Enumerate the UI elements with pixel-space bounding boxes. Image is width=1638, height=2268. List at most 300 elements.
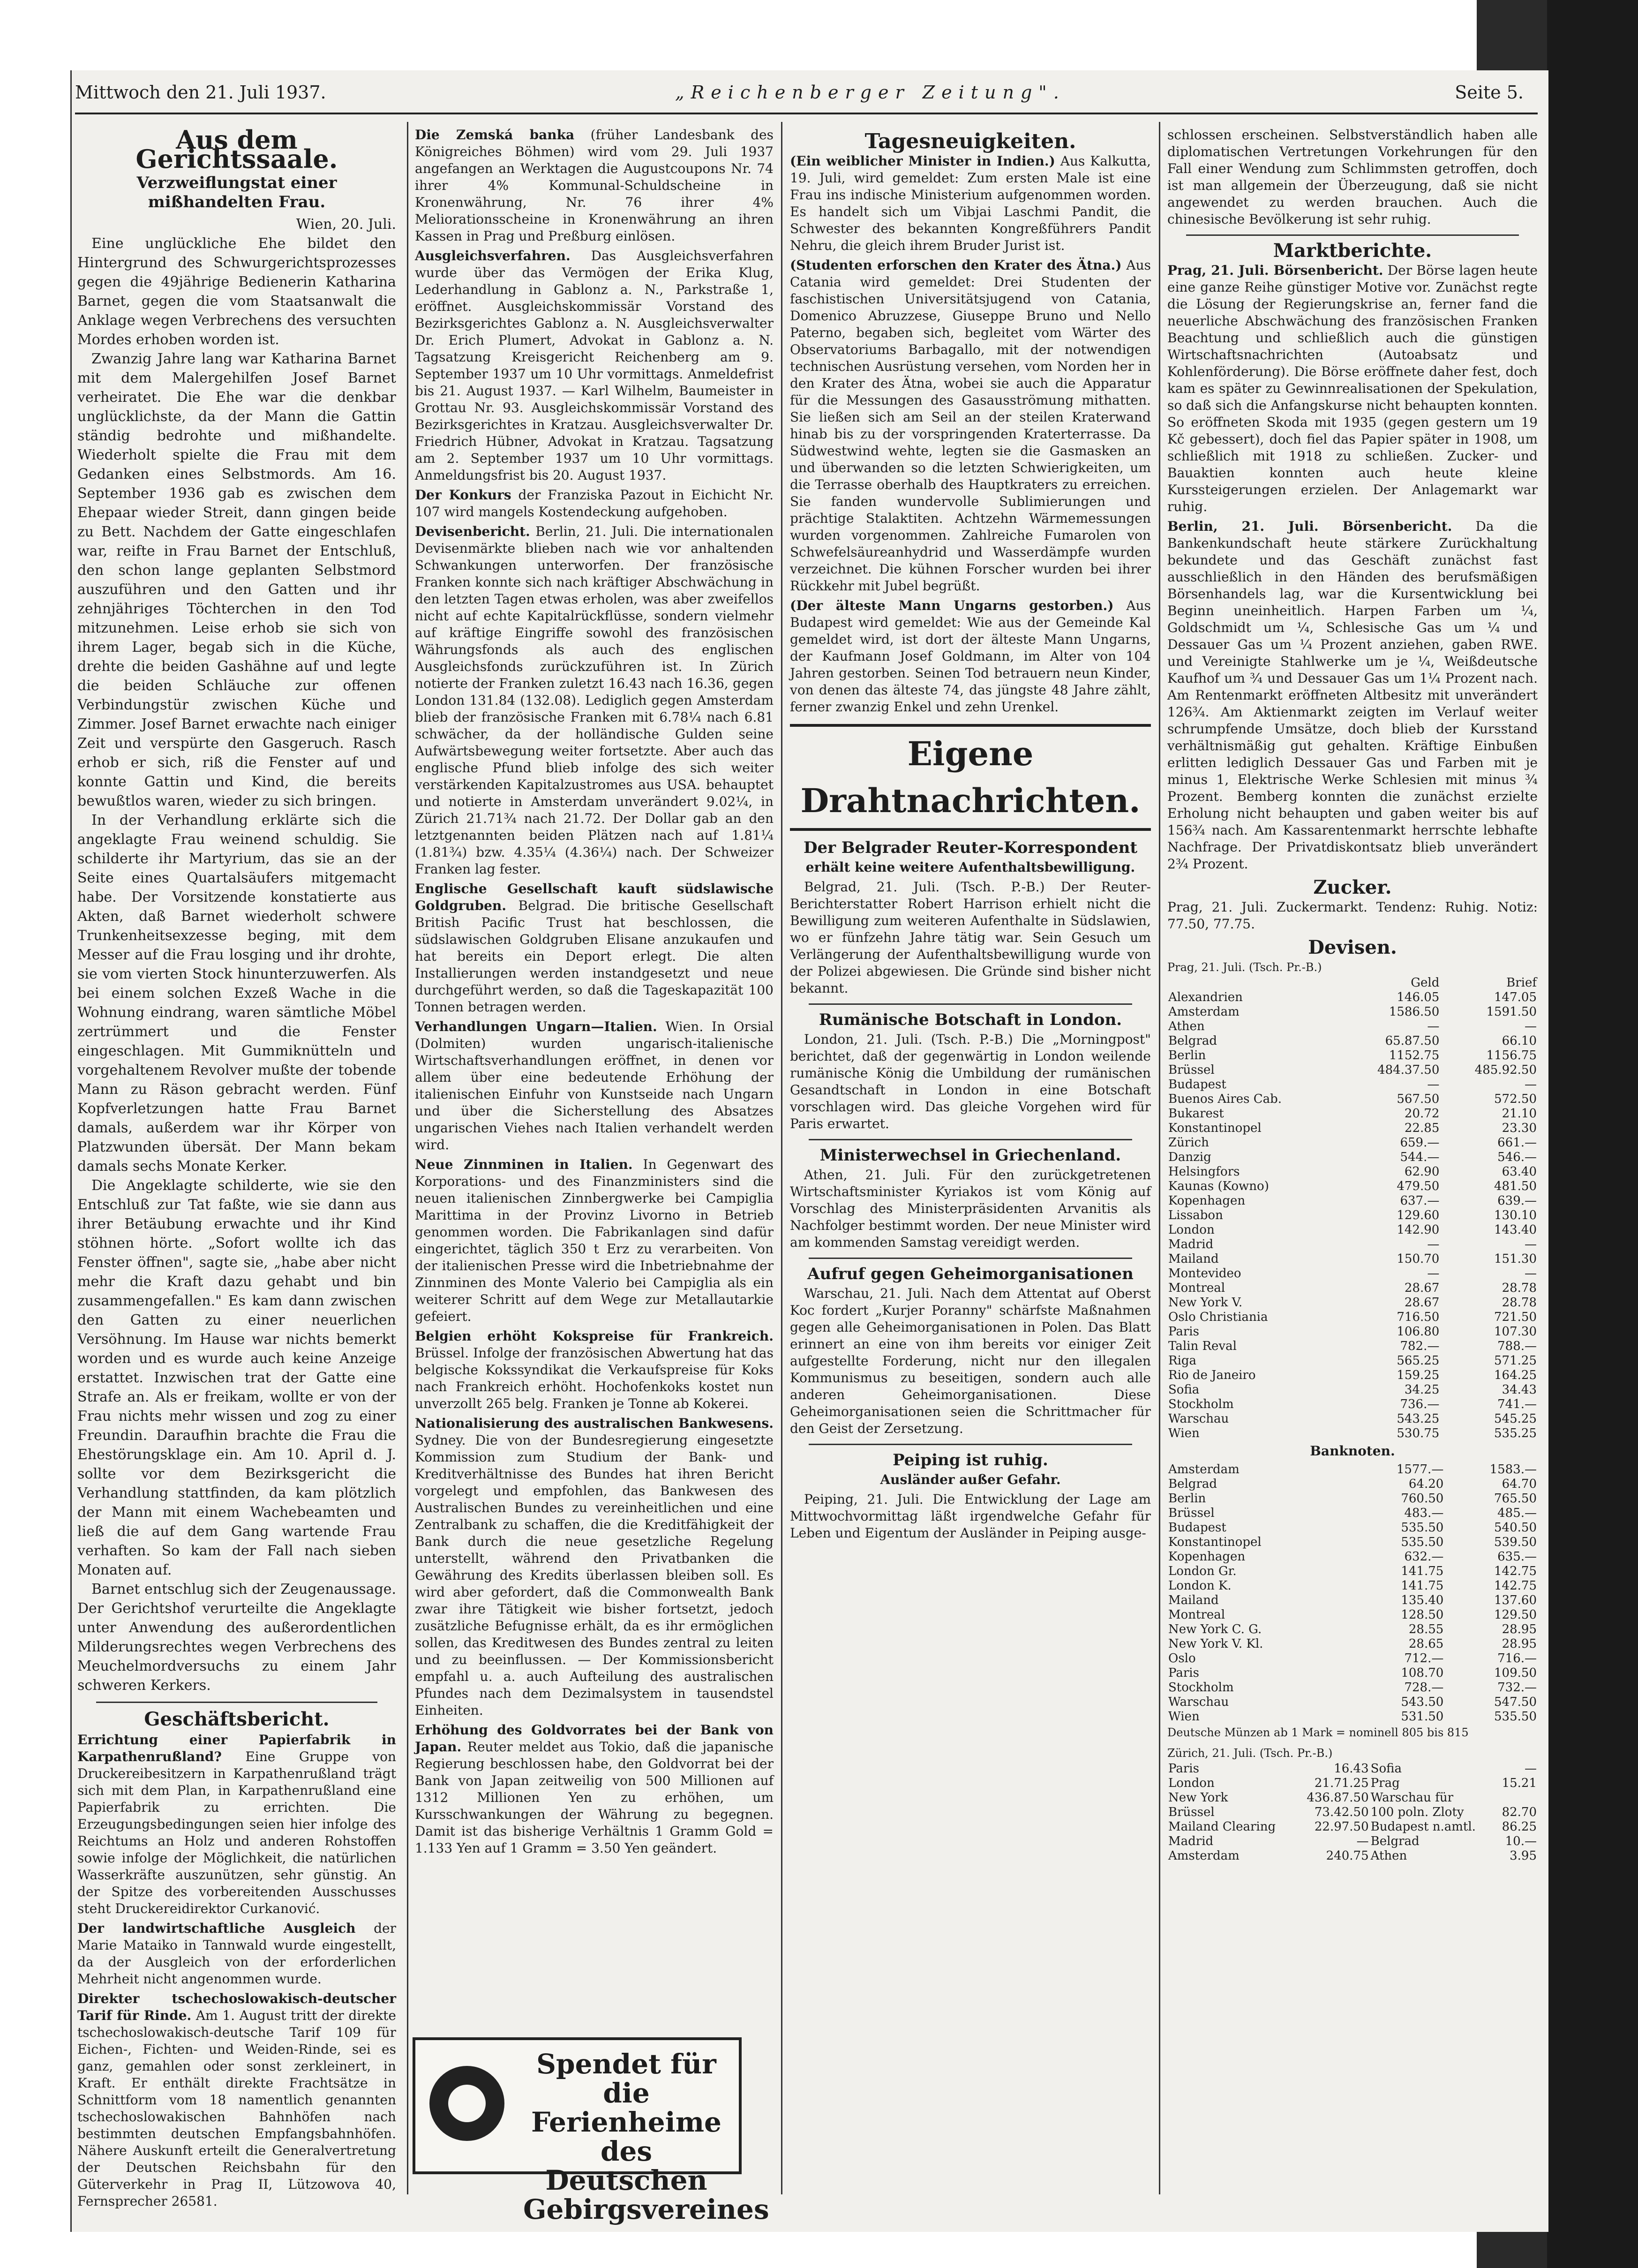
table-cell: 545.25 <box>1494 1412 1537 1426</box>
table-cell: 544.— <box>1400 1150 1440 1164</box>
table-row <box>1167 1462 1538 1477</box>
table-cell: 143.40 <box>1494 1223 1537 1237</box>
table-cell: 100 poln. Zloty <box>1370 1805 1464 1819</box>
table-cell: — <box>1356 1834 1369 1848</box>
item-text: Berlin, 21. Juli. Die internationalen Devisenmärkte blieben nach wie vor anhaltenden Schwankungen unterworfen. Der französische Franken konnte sich nach kräftiger Abschwächung in den letzten Tagen etwas erholen, was aber zweifellos nicht auf echte Kapitalrückflüsse, sondern vielmehr auf kräftige Eingriffe sowohl des französischen Währungsfonds als auch des englischen Ausgleichsfonds zurückzuführen ist. In Zürich notierte der Franken zuletzt 16.43 nach 16.36, gegen London 131.84 (132.08). Lediglich gegen Amsterdam blieb der französische Franken mit 6.78¼ nach 6.81 schwächer, da der holländische Gulden seine Aufwärtsbewegung weiter fortsetzte. Aber auch das englische Pfund blieb infolge des sich weiter verstärkenden Kapitalzustromes aus USA. behauptet und notierte in Amsterdam unverändert 9.02¼, in Zürich 21.71¾ nach 21.72. Der Dollar gab an den letztgenannten beiden Plätzen nach auf 1.81¼ (1.81¾) bzw. 4.35¼ (4.36¼) nach. Der Schweizer Franken lag fester. <box>415 524 774 877</box>
table-row <box>1167 1194 1538 1208</box>
table-cell: Rio de Janeiro <box>1168 1368 1256 1382</box>
table-cell: 543.50 <box>1401 1695 1444 1709</box>
table-row <box>1167 1651 1538 1666</box>
table-cell: Athen <box>1370 1849 1407 1863</box>
table-cell: 10.— <box>1505 1834 1537 1848</box>
table-cell: Kaunas (Kowno) <box>1168 1179 1269 1193</box>
table-cell: Belgrad <box>1168 1034 1217 1048</box>
item-text: Brüssel. Infolge der französischen Abwertung hat das belgische Kokssyndikat die Verkaufspreise für Koks nach Frankreich erhöht. Hochofenkoks kostet nun unverzollt 265 belg. Franken je Tonne ab Kokerei. <box>415 1345 774 1411</box>
table-cell: 436.87.50 <box>1307 1791 1369 1805</box>
table-cell: Mailand Clearing <box>1168 1820 1276 1834</box>
article-subtitle: Verzweiflungstat einer mißhandelten Frau. <box>136 173 337 211</box>
column-4 <box>1167 127 1538 1863</box>
table-row <box>1167 1368 1538 1383</box>
news-item <box>415 1018 774 1153</box>
table-row <box>1167 1019 1538 1034</box>
table-cell: Mailand <box>1168 1593 1219 1607</box>
table-cell: Zürich <box>1168 1136 1209 1150</box>
table-cell: — <box>1427 1077 1440 1092</box>
table-row <box>1167 1710 1538 1724</box>
article-text: London, 21. Juli. (Tsch. P.-B.) Die „Morningpost" berichtet, daß der gegenwärtig in London weilende rumänische König die Umbildung der rumänischen Gesandtschaft in London in eine Botschaft vorschlagen wird. Das gleiche Vorgehen wird für Paris erwartet. <box>790 1032 1151 1131</box>
table-cell: 485.— <box>1497 1506 1537 1520</box>
table-cell: 716.50 <box>1397 1310 1440 1324</box>
table-cell: Paris <box>1168 1762 1199 1776</box>
item-text: Eine Gruppe von Druckereibesitzern in Karpathenrußland trägt sich mit dem Plan, in Karpathenrußland eine Papierfabrik zu errichten. Die Erzeugungsbedingungen seien hier infolge des Reichtums an Holz und anderen Rohstoffen sowie infolge der Möglichkeit, die natürlichen Wasserkräfte auszunützen, sehr günstig. An der Spitze des vorbereitenden Ausschusses steht Druckereidirektor Curkanović. <box>77 1749 396 1916</box>
table-row <box>1167 1535 1538 1550</box>
table-cell: 540.50 <box>1494 1521 1537 1535</box>
news-item <box>415 248 774 484</box>
item-text: Aus Catania wird gemeldet: Drei Studenten der faschistischen Universitätsjugend von Catania, Domenico Abruzzese, Giuseppe Bruno und Nello Paterno, begaben sich, begleitet vom Wärter des Observatoriums Barbagallo, mit der notwendigen technischen Ausrüstung versehen, vom Norden her in den Krater des Ätna, wobei sie auch die Apparatur für die Messungen des Gasausströmung mithatten. Sie ließen sich am Seil an der steilen Kraterwand hinab bis zu der vorspringenden Kraterterrasse. Da Südwestwind wehte, legten sie die Gasmasken an und überwanden so die letzten Schwierigkeiten, um die Terrasse oberhalb des Hauptkraters zu erreichen. Sie fanden wundervolle Sublimierungen und prächtige Stalaktiten. Achtzehn Wärmemessungen wurden vorgenommen. Zahlreiche Fumarolen von Schwefelsäureanhydrid und Wasserdämpfe wurden verzeichnet. Die kühnen Forscher wurden bei ihrer Rückkehr mit Jubel begrüßt. <box>790 257 1151 594</box>
section-title: Geschäftsbericht. <box>144 1708 330 1730</box>
table-cell: 565.25 <box>1397 1354 1440 1368</box>
item-text: Da die Bankenkundschaft heute stärkere Zurückhaltung bekundete und das Geschäft zunächst fast ausschließlich in den Händen des berufsmäßigen Börsenhandels lag, war die Kursentwicklung bei Beginn uneinheitlich. Harpen Farben um ¼, Goldschmidt um ¼, Schlesische Gas um ¼ und Dessauer Gas um ¼ Prozent anziehen, gaben RWE. und Vereinigte Stahlwerke um je ¼, Weißdeutsche Kaufhof um ¾ und Dessauer Gas um 1¼ Prozent nach. Am Rentenmarkt eröffneten Altbesitz mit unverändert 126¾. Am Aktienmarkt zeigten im Verlauf weiter schrumpfende Umsätze, doch blieb der Kursstand verhältnismäßig gut gehalten. Kräftige Einbußen erlitten lediglich Dessauer Gas und Farben mit je minus 1, Elektrische Werke Schlesien mit minus ¾ Prozent. Bemberg konnten die zunächst erzielte Erholung nicht behaupten und gaben weiter bis auf 156¾ nach. Am Kassarentenmarkt herrschte lebhafte Nachfrage. Der Privatdiskontsatz blieb unverändert 2¾ Prozent. <box>1167 519 1538 872</box>
association-emblem-icon <box>429 2066 504 2141</box>
table-cell: 28.95 <box>1502 1622 1537 1636</box>
header-page-number: Seite 5. <box>1455 82 1524 103</box>
table-cell: 539.50 <box>1494 1535 1537 1549</box>
table-cell: 547.50 <box>1494 1695 1537 1709</box>
table-cell: — <box>1525 1019 1537 1033</box>
item-text: der Marie Mataiko in Tannwald wurde eingestellt, da der Ausgleich von der erforderlichen Mehrheit nicht angenommen wurde. <box>77 1921 396 1987</box>
table-cell: Kopenhagen <box>1168 1194 1246 1208</box>
table-cell: 22.97.50 <box>1314 1820 1369 1834</box>
table-cell: 635.— <box>1497 1550 1537 1564</box>
table-cell: 782.— <box>1400 1339 1440 1353</box>
table-cell: Budapest <box>1168 1521 1226 1535</box>
item-head: Englische Gesellschaft kauft südslawische Goldgruben. <box>415 881 774 913</box>
table-row <box>1167 1579 1538 1593</box>
table-cell: 1152.75 <box>1389 1048 1440 1062</box>
table-cell: 765.50 <box>1494 1492 1537 1506</box>
table-cell: 728.— <box>1404 1680 1444 1695</box>
item-text: der Franziska Pazout in Eichicht Nr. 107 wird mangels Kostendeckung aufgehoben. <box>415 487 774 520</box>
divider <box>809 1258 1132 1259</box>
table-cell: 129.50 <box>1494 1608 1537 1622</box>
table-cell: London <box>1168 1776 1215 1790</box>
column-2 <box>415 127 774 1860</box>
market-report <box>1167 518 1538 873</box>
table-cell: — <box>1427 1237 1440 1251</box>
table-cell: 716.— <box>1497 1651 1537 1665</box>
table-row <box>1167 1208 1538 1223</box>
table-row <box>1167 1325 1538 1339</box>
table-cell: Wien <box>1168 1710 1200 1724</box>
news-item <box>415 881 774 1016</box>
item-head: Verhandlungen Ungarn—Italien. <box>415 1019 657 1034</box>
table-cell: Paris <box>1168 1325 1199 1339</box>
table-cell: Warschau für <box>1370 1791 1453 1805</box>
table-cell: Helsingfors <box>1168 1165 1240 1179</box>
table-cell: 141.75 <box>1401 1579 1444 1593</box>
table-cell: Brüssel <box>1168 1805 1215 1819</box>
table-cell: 572.50 <box>1494 1092 1537 1106</box>
item-head: Berlin, 21. Juli. Börsenbericht. <box>1167 519 1452 534</box>
item-text: In Gegenwart des Korporations- und des Finanzministers sind die neuen italienischen Zinnbergwerke bei Campiglia Marittima in der Provinz Livorno in Betrieb genommen worden. Die Fabrikanlagen sind dafür eingerichtet, täglich 350 t Erz zu verarbeiten. Von der italienischen Presse wird die Inbetriebnahme der Zinnminen des Monte Valerio bei Campiglia als ein weiterer Schritt auf dem Wege zur Metallautarkie gefeiert. <box>415 1157 774 1324</box>
table-cell: — <box>1427 1266 1440 1281</box>
table-cell: 483.— <box>1404 1506 1444 1520</box>
table-cell: Brüssel <box>1168 1506 1215 1520</box>
table-cell: Amsterdam <box>1168 1462 1240 1477</box>
table-cell: London Gr. <box>1168 1564 1237 1578</box>
table-cell: 721.50 <box>1494 1310 1537 1324</box>
item-head: Belgien erhöht Kokspreise für Frankreich. <box>415 1328 774 1344</box>
table-row <box>1167 1383 1538 1397</box>
table-cell: 28.65 <box>1408 1637 1444 1651</box>
table-cell: 240.75 <box>1326 1849 1369 1863</box>
table-cell: 151.30 <box>1494 1252 1537 1266</box>
table-cell: 86.25 <box>1502 1820 1537 1834</box>
item-text: Reuter meldet aus Tokio, daß die japanische Regierung beschlossen habe, den Goldvorrat bei der Bank von Japan zeitweilig von 500 Millionen auf 1312 Millionen Yen zu erhöhen, um Kursschwankungen der Währung zu begegnen. Damit ist das bisherige Verhältnis 1 Gramm Gold = 1.133 Yen auf 1 Gramm = 3.50 Yen geändert. <box>415 1739 774 1856</box>
item-text: Belgrad. Die britische Gesellschaft British Pacific Trust hat beschlossen, die südslawischen Goldgruben Elisane anzukaufen und hat bereits ein Deport erlegt. Die alten Installierungen werden instandgesetzt und neue durchgeführt werden, so daß die Tageskapazität 100 Tonnen betragen werden. <box>415 898 774 1015</box>
table-row <box>1167 1107 1538 1121</box>
table-cell: 34.43 <box>1502 1383 1537 1397</box>
article-text: Warschau, 21. Juli. Nach dem Attentat auf Oberst Koc fordert „Kurjer Poranny" schärfste Maßnahmen gegen alle Geheimorganisationen in Polen. Das Blatt erinnert an eine von ihm bereits vor einiger Zeit aufgestellte Forderung, nicht nur den illegalen Kommunismus zu beseitigen, sondern auch alle anderen Geheimorganisationen. Diese Geheimorganisationen seien die Schrittmacher für den Geist der Zersetzung. <box>790 1286 1151 1436</box>
article-text: Belgrad, 21. Juli. (Tsch. P.-B.) Der Reuter-Berichterstatter Robert Harrison erhielt nicht die Bewilligung zum weiteren Aufenthalte in Südslawien, wo er fünfzehn Jahre tätig war. Sein Gesuch um Verlängerung der Aufenthaltsbewilligung wurde von der Polizei abgewiesen. Die Gründe sind bisher nicht bekannt. <box>790 879 1151 996</box>
table-row <box>1167 1310 1538 1325</box>
news-item <box>415 1156 774 1325</box>
table-cell: 164.25 <box>1494 1368 1537 1382</box>
table-cell: 1577.— <box>1396 1462 1444 1477</box>
paragraph: Die Angeklagte schilderte, wie sie den Entschluß zur Tat faßte, wie sie dann aus ihrer Betäubung erwachte und ihr Kind stöhnen hörte. „Sofort wollte ich das Fenster öffnen", sagte sie, „habe aber nicht mehr die Kraft dazu gehabt und bin zusammengefallen." Es kam dann zwischen den Gatten zu einer neuerlichen Versöhnung. Im Hause war nichts bemerkt worden und es wurde auch keine Anzeige erstattet. Inzwischen trat der Gatte eine Strafe an. Als er freikam, wollte er von der Frau nichts mehr wissen und zog zu einer Freundin. Daraufhin brachte die Frau die Ehestörungsklage ein. Am 10. April d. J. sollte vor dem Bezirksgericht die Verhandlung stattfinden, da kam plötzlich der Mann mit einem Wachebeamten und ließ die auf dem Gang wartende Frau verhaften. So kam der Fall nach sieben Monaten auf. <box>77 1177 396 1578</box>
market-report <box>1167 262 1538 515</box>
table-caption: Prag, 21. Juli. (Tsch. Pr.-B.) <box>1167 961 1322 974</box>
table-cell: 142.75 <box>1494 1564 1537 1578</box>
table-cell: 567.50 <box>1397 1092 1440 1106</box>
table-row <box>1167 1426 1538 1441</box>
table-row <box>1167 1820 1538 1834</box>
article-title: Peiping ist ruhig. <box>893 1451 1048 1469</box>
table-caption: Zürich, 21. Juli. (Tsch. Pr.-B.) <box>1167 1747 1333 1760</box>
banknoten-table <box>1167 1462 1538 1724</box>
table-cell: 485.92.50 <box>1474 1063 1537 1077</box>
advertisement-box <box>413 2037 769 2225</box>
paragraph: Eine unglückliche Ehe bildet den Hintergrund des Schwurgerichtsprozesses gegen die 49jährige Bedienerin Katharina Barnet, gegen die vom Staatsanwalt die Anklage wegen Verbrechens des versuchten Mordes erhoben worden ist. <box>77 235 396 348</box>
table-row <box>1167 1005 1538 1019</box>
article-text: Peiping, 21. Juli. Die Entwicklung der Lage am Mittwochvormittag läßt irgendwelche Gefahr für Leben und Eigentum der Ausländer in Peiping ausge- <box>790 1492 1151 1541</box>
news-item <box>77 1920 396 1988</box>
table-cell: 1583.— <box>1489 1462 1537 1477</box>
item-head: Errichtung einer Papierfabrik in Karpathenrußland? <box>77 1732 396 1764</box>
divider <box>809 1444 1132 1445</box>
table-cell: Mailand <box>1168 1252 1219 1266</box>
table-row <box>1167 1063 1538 1077</box>
table-cell: 571.25 <box>1494 1354 1537 1368</box>
zurich-table <box>1167 1762 1538 1863</box>
table-cell: 639.— <box>1497 1194 1537 1208</box>
table-cell: Stockholm <box>1168 1680 1234 1695</box>
table-cell: Budapest <box>1168 1077 1226 1092</box>
column-1 <box>77 127 396 2213</box>
table-cell: — <box>1427 1019 1440 1033</box>
table-cell: 530.75 <box>1397 1426 1440 1440</box>
table-cell: 63.40 <box>1502 1165 1537 1179</box>
table-cell: Brüssel <box>1168 1063 1215 1077</box>
table-cell: Riga <box>1168 1354 1197 1368</box>
header-paper-name: „Reichenberger Zeitung". <box>675 82 1066 103</box>
item-head: (Studenten erforschen den Krater des Ätna.) <box>790 257 1122 273</box>
table-cell: 22.85 <box>1404 1121 1440 1135</box>
table-cell: New York C. G. <box>1168 1622 1262 1636</box>
table-cell: 28.55 <box>1408 1622 1444 1636</box>
table-cell: Madrid <box>1168 1834 1214 1848</box>
table-cell: — <box>1525 1762 1537 1776</box>
table-cell: Amsterdam <box>1168 1849 1240 1863</box>
table-row <box>1167 1179 1538 1194</box>
table-row <box>1167 1281 1538 1296</box>
table-cell: 1591.50 <box>1486 1005 1537 1019</box>
table-cell: 741.— <box>1497 1397 1537 1411</box>
table-row <box>1167 1776 1538 1791</box>
table-cell: 128.50 <box>1401 1608 1444 1622</box>
table-cell: 142.75 <box>1494 1579 1537 1593</box>
table-cell: 546.— <box>1497 1150 1537 1164</box>
table-row <box>1167 1266 1538 1281</box>
section-title: Zucker. <box>1313 876 1392 898</box>
table-cell: 3.95 <box>1510 1849 1537 1863</box>
item-head: (Der älteste Mann Ungarns gestorben.) <box>790 598 1114 613</box>
divider <box>96 1702 377 1703</box>
table-row <box>1167 1492 1538 1506</box>
table-row <box>1167 1762 1538 1776</box>
news-item <box>790 597 1151 716</box>
divider <box>809 1139 1132 1140</box>
table-cell: 142.90 <box>1397 1223 1440 1237</box>
table-cell: Athen <box>1168 1019 1205 1033</box>
table-cell: 15.21 <box>1502 1776 1537 1790</box>
section-banner: Eigene Drahtnachrichten. <box>790 724 1151 831</box>
table-row <box>1167 1296 1538 1310</box>
table-cell: 543.25 <box>1397 1412 1440 1426</box>
table-row <box>1167 1223 1538 1237</box>
table-cell: 64.20 <box>1408 1477 1444 1491</box>
column-3 <box>790 127 1151 1542</box>
table-cell: 159.25 <box>1397 1368 1440 1382</box>
table-cell: Oslo Christiania <box>1168 1310 1268 1324</box>
table-cell: 107.30 <box>1494 1325 1537 1339</box>
table-cell: Bukarest <box>1168 1107 1224 1121</box>
table-cell: Alexandrien <box>1168 990 1243 1004</box>
item-head: Neue Zinnminen in Italien. <box>415 1157 633 1172</box>
article-title: Ministerwechsel in Griechenland. <box>819 1146 1121 1165</box>
table-cell: Sofia <box>1168 1383 1200 1397</box>
item-head: Der Konkurs <box>415 487 511 503</box>
table-cell: 28.67 <box>1404 1281 1440 1295</box>
table-cell: 760.50 <box>1401 1492 1444 1506</box>
table-cell: Oslo <box>1168 1651 1196 1665</box>
table-cell: Budapest n.amtl. <box>1370 1820 1476 1834</box>
table-cell: 28.78 <box>1502 1296 1537 1310</box>
table-row <box>1167 1077 1538 1092</box>
table-cell: — <box>1525 1077 1537 1092</box>
table-cell: Montreal <box>1168 1281 1225 1295</box>
table-cell: Warschau <box>1168 1695 1229 1709</box>
table-cell: 34.25 <box>1404 1383 1440 1397</box>
table-cell: Madrid <box>1168 1237 1214 1251</box>
table-cell: 732.— <box>1497 1680 1537 1695</box>
table-cell: 28.78 <box>1502 1281 1537 1295</box>
table-row <box>1167 1477 1538 1492</box>
table-row <box>1167 1339 1538 1354</box>
sugar-report: Prag, 21. Juli. Zuckermarkt. Tendenz: Ruhig. Notiz: 77.50, 77.75. <box>1167 899 1538 932</box>
table-cell: — <box>1525 1237 1537 1251</box>
table-row <box>1167 1150 1538 1165</box>
item-text: (früher Landesbank des Königreiches Böhmen) wird vom 29. Juli 1937 angefangen an Werktagen die Augustcoupons Nr. 74 ihrer 4% Kommunal-Schuldscheine in Kronenwährung, Nr. 76 ihrer 4% Meliorationsscheine in Kronenwährung an ihren Kassen in Prag und Preßburg einlösen. <box>415 127 774 244</box>
section-title: Devisen. <box>1308 936 1397 958</box>
table-cell: New York V. <box>1168 1296 1243 1310</box>
table-cell: 137.60 <box>1494 1593 1537 1607</box>
article-title: Aufruf gegen Geheimorganisationen <box>807 1265 1134 1283</box>
divider <box>809 1003 1132 1005</box>
news-item <box>415 487 774 520</box>
item-head: Devisenbericht. <box>415 524 530 539</box>
table-cell: London <box>1168 1223 1215 1237</box>
table-cell: 479.50 <box>1397 1179 1440 1193</box>
table-cell: 21.10 <box>1502 1107 1537 1121</box>
article-title: Rumänische Botschaft in London. <box>819 1010 1122 1029</box>
table-cell: Amsterdam <box>1168 1005 1240 1019</box>
news-item <box>77 1732 396 1917</box>
news-item <box>790 257 1151 595</box>
table-row <box>1167 1506 1538 1521</box>
paragraph: In der Verhandlung erklärte sich die angeklagte Frau weinend schuldig. Sie schilderte ihr Martyrium, das sie an der Seite eines Quartalsäufers mitgemacht habe. Der Vorsitzende konstatierte aus Akten, daß Barnet wiederholt schwere Trunkenheitsexzesse beging, mit dem Messer auf die Frau losging und ihr drohte, sie vom vierten Stock hinunterzuwerfen. Als bei einem solchen Exzeß Wache in die Wohnung eindrang, waren sämtliche Möbel zertrümmert und die Fenster eingeschlagen. Mit Gummiknütteln und vorgehaltenem Revolver mußte der tobende Mann zu Räson gebracht werden. Fünf Kopfverletzungen hatte Frau Barnet damals, außerdem war ihr Körper von Platzwunden übersät. Der Mann bekam damals sechs Monate Kerker. <box>77 812 396 1175</box>
table-cell: Kopenhagen <box>1168 1550 1246 1564</box>
table-cell: 82.70 <box>1502 1805 1537 1819</box>
news-item <box>415 1722 774 1857</box>
table-row <box>1167 1237 1538 1252</box>
table-cell: London K. <box>1168 1579 1232 1593</box>
item-head: Erhöhung des Goldvorrates bei der Bank von Japan. <box>415 1722 774 1755</box>
table-cell: 481.50 <box>1494 1179 1537 1193</box>
table-row <box>1167 1397 1538 1412</box>
scan-border <box>1547 0 1638 2268</box>
table-cell: 484.37.50 <box>1377 1063 1440 1077</box>
column-divider <box>1159 122 1160 2194</box>
section-title: Marktberichte. <box>1273 240 1432 262</box>
table-cell: 64.70 <box>1502 1477 1537 1491</box>
table-cell: Belgrad <box>1370 1834 1420 1848</box>
table-cell: Paris <box>1168 1666 1199 1680</box>
table-row <box>1167 1092 1538 1107</box>
divider <box>1186 234 1519 236</box>
table-cell: Berlin <box>1168 1048 1206 1062</box>
table-row <box>1167 990 1538 1005</box>
news-item <box>415 127 774 245</box>
table-cell: Montevideo <box>1168 1266 1241 1281</box>
table-cell: 16.43 <box>1334 1762 1369 1776</box>
table-row <box>1167 1805 1538 1820</box>
section-title: Tagesneuigkeiten. <box>864 129 1076 153</box>
table-cell: 28.95 <box>1502 1637 1537 1651</box>
item-text: Der Börse lagen heute eine ganze Reihe günstiger Motive vor. Zunächst regte die Lösung der Regierungskrise an, ferner fand die neuerliche Abschwächung des französischen Franken Beachtung und schließlich auch die günstigen Wirtschaftsnachrichten (Autoabsatz und Kohlenförderung). Die Börse eröffnete daher fest, doch kam es später zu Gewinnrealisationen der Spekulation, so daß sich die Anfangskurse nicht behaupten konnten. So eröffneten Skoda mit 1935 (gegen gestern um 19 Kč gebessert), doch fiel das Papier später in 1908, um schließlich mit 1918 zu schließen. Zucker- und Bauaktien konnten auch heute kleine Kurssteigerungen erzielen. Der Anlagemarkt war ruhig. <box>1167 263 1538 514</box>
article-subtitle: Ausländer außer Gefahr. <box>880 1472 1061 1487</box>
table-cell: Talin Reval <box>1168 1339 1237 1353</box>
table-cell: New York V. Kl. <box>1168 1637 1263 1651</box>
table-header: Geld <box>1411 976 1440 990</box>
item-text: Wien. In Orsial (Dolmiten) wurden ungarisch-italienische Wirtschaftsverhandlungen eröffnet, in denen vor allem über eine bedeutende Erhöhung der italienischen Einfuhr von Kunstseide nach Ungarn und über die Sicherstellung des Absatzes ungarischen Viehes nach Italien verhandelt werden wird. <box>415 1019 774 1153</box>
table-cell: 66.10 <box>1502 1034 1537 1048</box>
table-cell: 1586.50 <box>1389 1005 1440 1019</box>
table-cell: 531.50 <box>1401 1710 1444 1724</box>
table-cell: 535.50 <box>1401 1535 1444 1549</box>
table-row <box>1167 1608 1538 1622</box>
paragraph: Zwanzig Jahre lang war Katharina Barnet mit dem Malergehilfen Josef Barnet verheiratet. Die Ehe war die denkbar unglücklichste, da der Mann die Gattin ständig bedrohte und mißhandelte. Wiederholt spielte die Frau mit dem Gedanken eines Selbstmords. Am 16. September 1936 gab es zwischen dem Ehepaar wieder Streit, dann gingen beide zu Bett. Nachdem der Gatte eingeschlafen war, reifte in Frau Barnet der Entschluß, den schon lange geplanten Selbstmord auszuführen und den Gatten und ihr zehnjähriges Töchterchen in den Tod mitzunehmen. Leise erhob sie sich von ihrem Lager, begab sich in die Küche, drehte die beiden Gashähne auf und legte die beiden Schläuche zur offenen Verbindungstür zwischen Küche und Zimmer. Josef Barnet erwachte nach einiger Zeit und verspürte den Gasgeruch. Rasch erhob er sich, riß die Fenster auf und konnte Gattin und Kind, die bereits bewußtlos waren, wieder zu sich bringen. <box>77 351 396 809</box>
table-cell: 65.87.50 <box>1385 1034 1440 1048</box>
table-cell: 147.05 <box>1494 990 1537 1004</box>
table-cell: Belgrad <box>1168 1477 1217 1491</box>
item-text: Aus Kalkutta, 19. Juli, wird gemeldet: Zum ersten Male ist eine Frau ins indische Ministerium aufgenommen worden. Es handelt sich um Vibjai Laschmi Pandit, die Schwester des bekannten Kongreßführers Pandit Nehru, die gleich ihrem Bruder Jurist ist. <box>790 153 1151 253</box>
section-title: Aus dem Gerichtssaale. <box>135 125 338 174</box>
table-row <box>1167 1695 1538 1710</box>
table-row <box>1167 1834 1538 1849</box>
article-text: Athen, 21. Juli. Für den zurückgetretenen Wirtschaftsminister Kyriakos ist vom König auf Vorschlag des Ministerpräsidenten Arvanitis als Nachfolger bestimmt worden. Der neue Minister wird am kommenden Samstag vereidigt werden. <box>790 1167 1151 1250</box>
table-cell: — <box>1525 1266 1537 1281</box>
table-cell: 135.40 <box>1401 1593 1444 1607</box>
column-divider <box>407 122 408 2194</box>
table-cell: 736.— <box>1400 1397 1440 1411</box>
table-cell: Wien <box>1168 1426 1200 1440</box>
item-head: Direkter tschechoslowakisch-deutscher Tarif für Rinde. <box>77 1991 396 2023</box>
table-cell: 146.05 <box>1397 990 1440 1004</box>
item-head: (Ein weiblicher Minister in Indien.) <box>790 153 1055 169</box>
table-cell: 20.72 <box>1404 1107 1440 1121</box>
table-cell: 659.— <box>1400 1136 1440 1150</box>
ad-text: Spendet für die Ferienheime des Deutschen Gebirgsvereines <box>523 2048 769 2225</box>
table-row <box>1167 1593 1538 1608</box>
table-row <box>1167 1564 1538 1579</box>
table-cell: 632.— <box>1404 1550 1444 1564</box>
news-item <box>790 153 1151 254</box>
table-row <box>1167 1637 1538 1651</box>
table-row <box>1167 1165 1538 1179</box>
table-row <box>1167 1791 1538 1805</box>
table-cell: 661.— <box>1497 1136 1537 1150</box>
table-cell: 23.30 <box>1502 1121 1537 1135</box>
table-cell: Konstantinopel <box>1168 1535 1262 1549</box>
table-cell: 535.50 <box>1401 1521 1444 1535</box>
table-cell: Buenos Aires Cab. <box>1168 1092 1282 1106</box>
news-item <box>415 523 774 878</box>
table-cell: 535.25 <box>1494 1426 1537 1440</box>
table-row <box>1167 1354 1538 1368</box>
item-text: Am 1. August tritt der direkte tschechoslowakisch-deutsche Tarif 109 für Eichen-, Fichten- und Weiden-Rinde, sei es ganz, gemahlen oder sonst zerkleinert, in Kraft. Er enthält direkte Frachtsätze in Schnittform vom 18 namentlich genannten tschechoslowakischen Bahnhöfen nach bestimmten deutschen Empfangsbahnhöfen. Nähere Auskunft erteilt die Generalvertretung der Deutschen Reichsbahn für den Güterverkehr in Prag II, Lützowova 40, Fernsprecher 26581. <box>77 2008 396 2209</box>
devisen-table <box>1167 976 1538 1441</box>
table-cell: 141.75 <box>1401 1564 1444 1578</box>
table-row <box>1167 1252 1538 1266</box>
table-row <box>1167 1849 1538 1863</box>
header-rule <box>75 113 1538 114</box>
news-item <box>77 1990 396 2210</box>
header-date: Mittwoch den 21. Juli 1937. <box>75 82 326 103</box>
table-cell: New York <box>1168 1791 1228 1805</box>
news-item <box>415 1415 774 1719</box>
table-row <box>1167 1680 1538 1695</box>
item-head: Der landwirtschaftliche Ausgleich <box>77 1921 356 1936</box>
table-row <box>1167 1666 1538 1680</box>
table-cell: 1156.75 <box>1486 1048 1537 1062</box>
table-row <box>1167 1550 1538 1564</box>
item-text: Sydney. Die von der Bundesregierung eingesetzte Kommission zum Studium der Bank- und Kreditverhältnisse des Bundes hat ihren Bericht vorgelegt und empfohlen, das Bankwesen des Australischen Bundes zu vereinheitlichen und eine Zentralbank zu schaffen, die die Kreditfähigkeit der Bank durch die neue gesetzliche Regelung unterstellt, während den Privatbanken die Gewährung des Kredits überlassen bleiben soll. Es wird aber gefordert, daß die Commonwealth Bank zwar ihre Tätigkeit wie bisher fortsetzt, jedoch zusätzliche Befugnisse erhält, da es ihr ermöglichen sollen, das Kreditwesen des Bundes zentral zu leiten und zu beeinflussen. — Der Kommissionsbericht empfahl u. a. auch Aufteilung des australischen Pfundes nach dem Dezimalsystem in tausendstel Einheiten. <box>415 1432 774 1718</box>
table-cell: 62.90 <box>1404 1165 1440 1179</box>
table-cell: 130.10 <box>1494 1208 1537 1222</box>
table-cell: 73.42.50 <box>1314 1805 1369 1819</box>
table-cell: 21.71.25 <box>1314 1776 1369 1790</box>
